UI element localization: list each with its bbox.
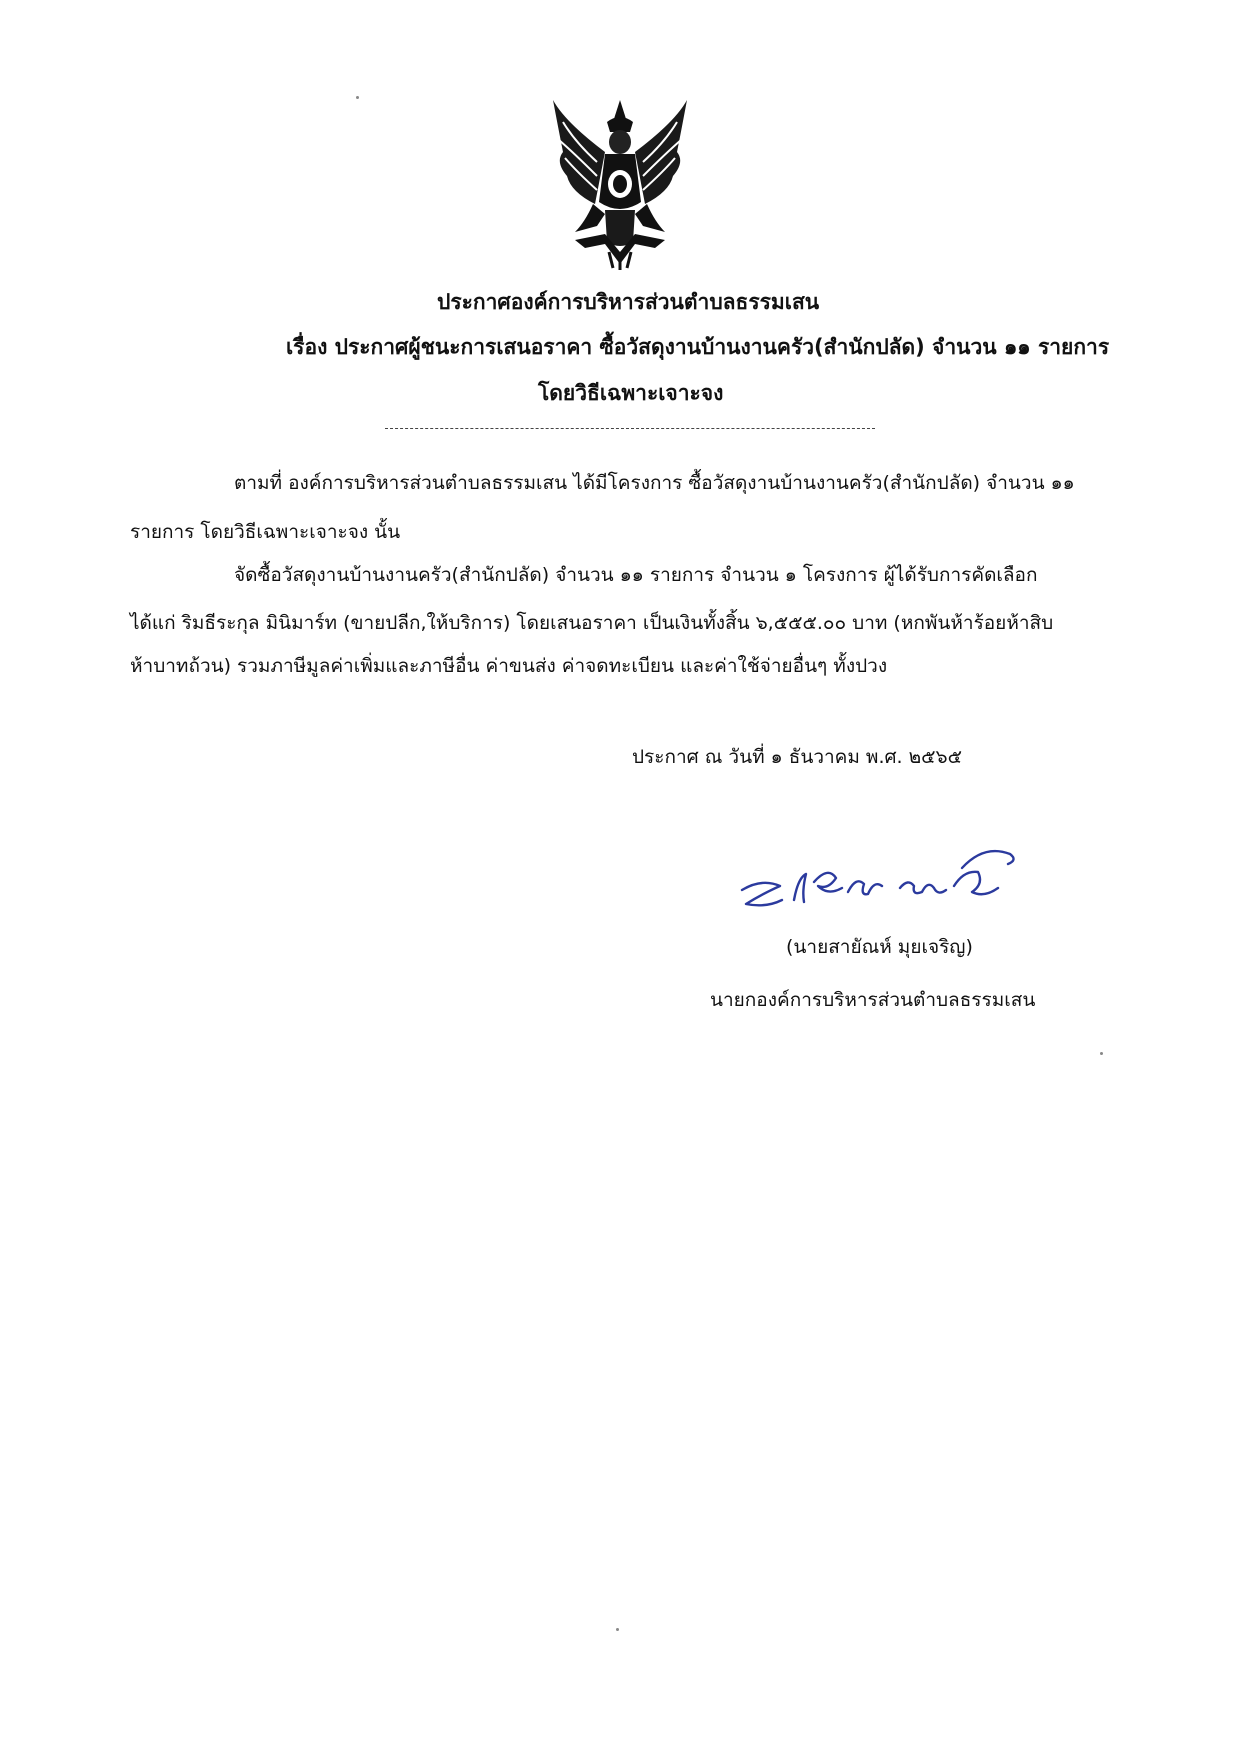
- signatory-position: นายกองค์การบริหารส่วนตำบลธรรมเสน: [710, 989, 1036, 1011]
- procurement-method: โดยวิธีเฉพาะเจาะจง: [538, 381, 724, 405]
- body-paragraph-2-line-3: ห้าบาทถ้วน) รวมภาษีมูลค่าเพิ่มและภาษีอื่น ค่าขนส่ง ค่าจดทะเบียน และค่าใช้จ่ายอื่นๆ ทั้งปวง: [130, 655, 888, 677]
- header-divider: [385, 428, 875, 429]
- scan-speck: [356, 96, 359, 99]
- announcement-subject: เรื่อง ประกาศผู้ชนะการเสนอราคา ซื้อวัสดุงานบ้านงานครัว(สำนักปลัด) จำนวน ๑๑ รายการ: [286, 335, 1110, 359]
- body-paragraph-2-line-1: จัดซื้อวัสดุงานบ้านงานครัว(สำนักปลัด) จำนวน ๑๑ รายการ จำนวน ๑ โครงการ ผู้ได้รับการคัดเลือก: [234, 564, 1038, 586]
- signatory-name: (นายสายัณห์ มุยเจริญ): [786, 936, 973, 958]
- announcement-date: ประกาศ ณ วันที่ ๑ ธันวาคม พ.ศ. ๒๕๖๕: [632, 746, 962, 768]
- body-paragraph-2-line-2: ได้แก่ ริมธีระกุล มินิมาร์ท (ขายปลีก,ให้บริการ) โดยเสนอราคา เป็นเงินทั้งสิ้น ๖,๕๕๕.๐๐ บาท (หกพันห้าร้อยห้าสิบ: [130, 612, 1054, 634]
- handwritten-signature: [732, 830, 1032, 925]
- garuda-emblem-icon: [545, 92, 695, 272]
- scan-speck: [616, 1628, 619, 1631]
- body-paragraph-1-line-2: รายการ โดยวิธีเฉพาะเจาะจง นั้น: [130, 521, 401, 543]
- scan-speck: [1100, 1052, 1103, 1055]
- body-paragraph-1-line-1: ตามที่ องค์การบริหารส่วนตำบลธรรมเสน ได้มีโครงการ ซื้อวัสดุงานบ้านงานครัว(สำนักปลัด) จำนวน ๑๑: [234, 472, 1075, 494]
- announcement-title: ประกาศองค์การบริหารส่วนตำบลธรรมเสน: [437, 290, 820, 314]
